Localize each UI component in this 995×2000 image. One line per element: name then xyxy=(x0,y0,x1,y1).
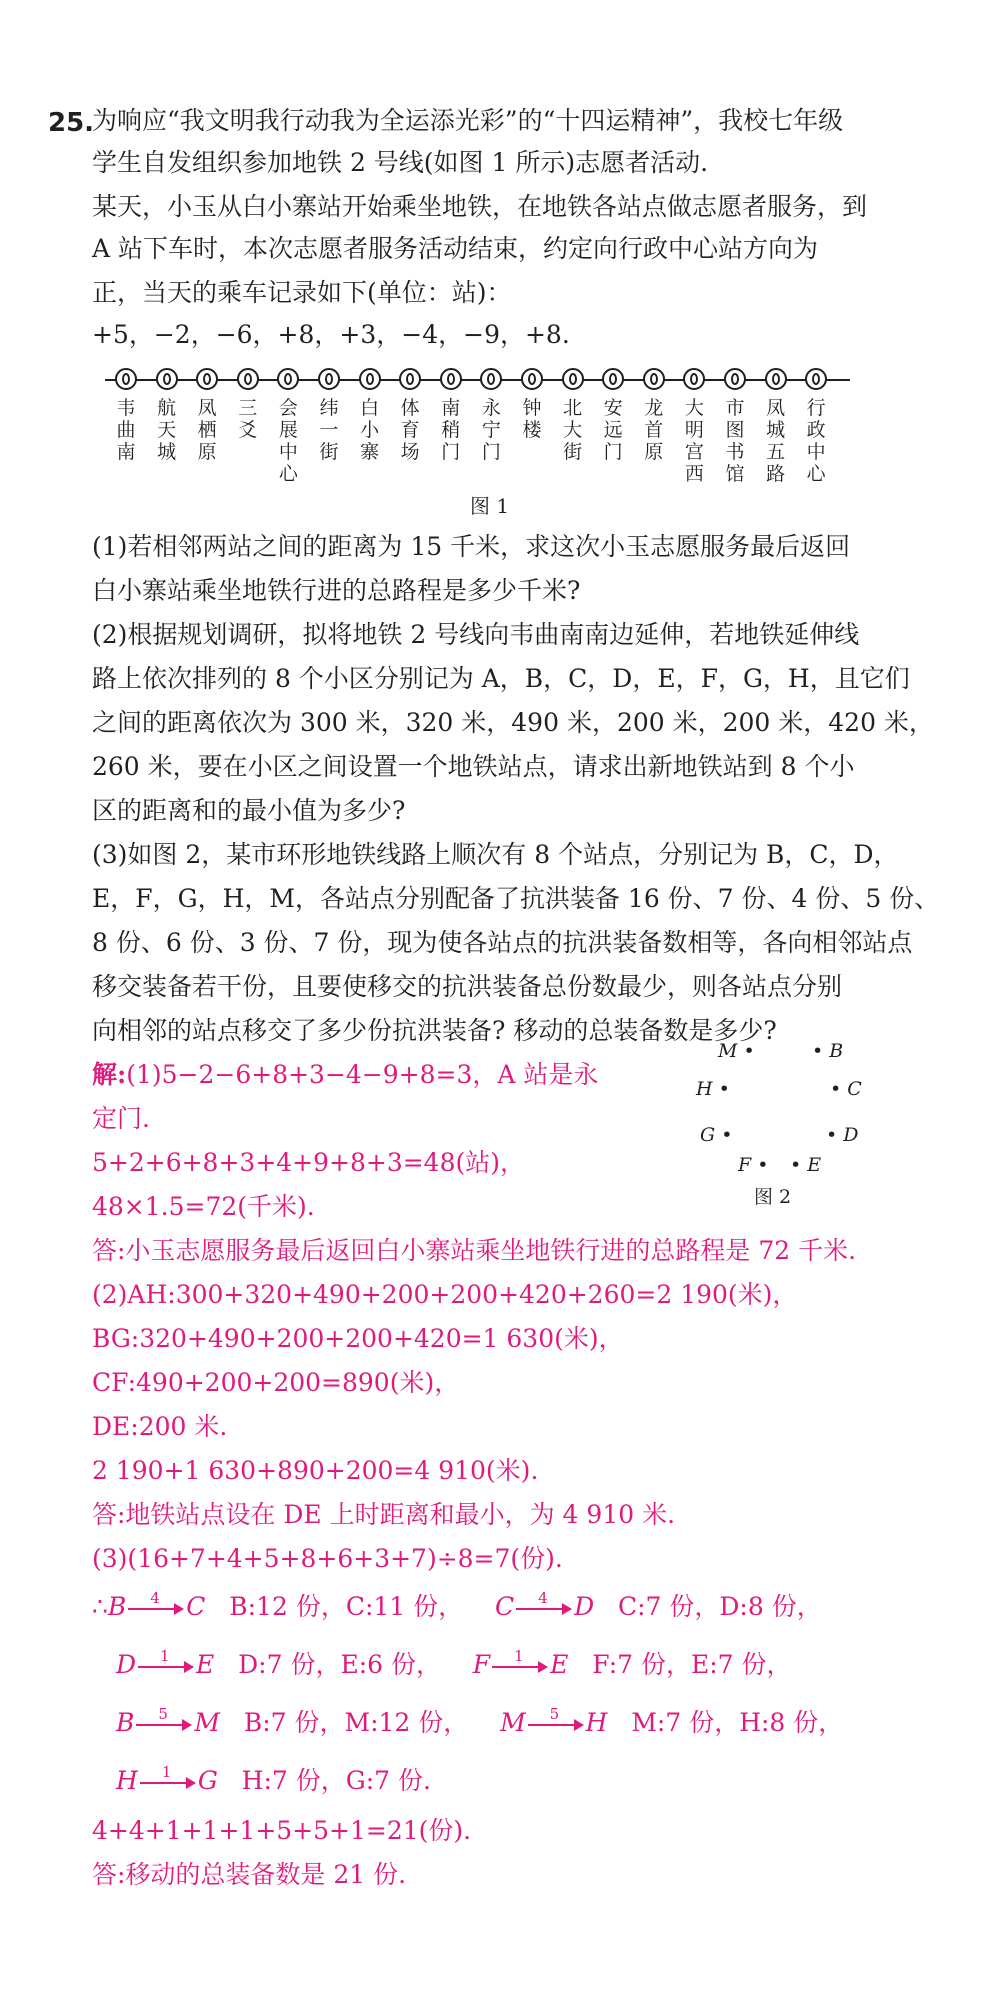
station-name: 会展中心 xyxy=(278,397,298,485)
station-dot xyxy=(440,368,462,390)
station-dot xyxy=(318,368,340,390)
answer-line-BG: BG:320+490+200+200+420=1 630(米)， xyxy=(92,1324,624,1353)
question-number: 25. xyxy=(48,108,95,138)
arrow-icon: 4 xyxy=(128,1599,184,1619)
part3-line-5: 向相邻的站点移交了多少份抗洪装备? 移动的总装备数是多少? xyxy=(92,1016,777,1045)
station-name: 北大街 xyxy=(563,397,583,463)
answer-line-average: (3)(16+7+4+5+8+6+3+7)÷8=7(份). xyxy=(92,1544,563,1573)
station-name: 市图书馆 xyxy=(725,397,745,485)
station-name: 凤城五路 xyxy=(766,397,786,485)
arrow-icon: 5 xyxy=(136,1715,192,1735)
answer-conclusion-2: 答:地铁站点设在 DE 上时距离和最小，为 4 910 米. xyxy=(92,1500,676,1529)
answer-conclusion-1: 答:小玉志愿服务最后返回白小寨站乘坐地铁行进的总路程是 72 千米. xyxy=(92,1236,857,1265)
station-name: 行政中心 xyxy=(806,397,826,485)
answer-line-CF: CF:490+200+200=890(米)， xyxy=(92,1368,460,1397)
part2-line-2: 路上依次排列的 8 个小区分别记为 A，B，C，D，E，F，G，H，且它们 xyxy=(92,664,910,693)
answer-total-line: 4+4+1+1+1+5+5+1=21(份). xyxy=(92,1816,472,1845)
station-name: 韦曲南 xyxy=(116,397,136,463)
point-M: M xyxy=(718,1040,738,1062)
part3-line-3: 8 份、6 份、3 份、7 份，现为使各站点的抗洪装备数相等，各向相邻站点 xyxy=(92,928,913,957)
station-dot xyxy=(196,368,218,390)
transfer-row-2: D 1 E D:7 份，E:6 份， F 1 E F:7 份，E:7 份， xyxy=(116,1646,792,1679)
station-dot xyxy=(805,368,827,390)
station-dot xyxy=(277,368,299,390)
station-name: 大明宫西 xyxy=(684,397,704,485)
station-name: 龙首原 xyxy=(644,397,664,463)
intro-line-5: 正，当天的乘车记录如下(单位：站)： xyxy=(92,278,512,307)
point-G: G xyxy=(700,1124,716,1146)
arrow-icon: 1 xyxy=(138,1657,194,1677)
point-B: B xyxy=(829,1040,844,1062)
arrow-icon: 4 xyxy=(516,1599,572,1619)
station-dot xyxy=(562,368,584,390)
part3-line-4: 移交装备若干份，且要使移交的抗洪装备总份数最少，则各站点分别 xyxy=(92,972,843,1001)
arrow-icon: 1 xyxy=(492,1657,548,1677)
station-dot xyxy=(521,368,543,390)
station-name: 体育场 xyxy=(400,397,420,463)
station-dot xyxy=(399,368,421,390)
part1-line-2: 白小寨站乘坐地铁行进的总路程是多少千米? xyxy=(92,576,581,605)
record-line: +5，−2，−6，+8，+3，−4，−9，+8. xyxy=(92,320,570,349)
answer-line-sum: 2 190+1 630+890+200=4 910(米). xyxy=(92,1456,539,1485)
part1-line-1: (1)若相邻两站之间的距离为 15 千米，求这次小玉志愿服务最后返回 xyxy=(92,532,851,561)
station-name: 纬一街 xyxy=(319,397,339,463)
intro-line-4: A 站下车时，本次志愿者服务活动结束，约定向行政中心站方向为 xyxy=(92,234,819,263)
part2-line-4: 260 米，要在小区之间设置一个地铁站点，请求出新地铁站到 8 个小 xyxy=(92,752,855,781)
station-name: 永宁门 xyxy=(481,397,501,463)
station-dot xyxy=(765,368,787,390)
station-name: 白小寨 xyxy=(360,397,380,463)
answer-line-4: 48×1.5=72(千米). xyxy=(92,1192,315,1221)
point-H: H xyxy=(696,1078,713,1100)
answer-line-AH: (2)AH:300+320+490+200+200+420+260=2 190(米)， xyxy=(92,1280,798,1309)
metro-line-figure xyxy=(105,368,850,392)
station-dot xyxy=(156,368,178,390)
station-name: 安远门 xyxy=(603,397,623,463)
figure2-ring: M • • B H • • C G • • D F • • E 图 2 xyxy=(696,1040,862,1208)
arrow-icon: 1 xyxy=(140,1773,196,1793)
transfer-row-4: H 1 G H:7 份，G:7 份. xyxy=(116,1762,431,1795)
station-dot xyxy=(359,368,381,390)
station-dot xyxy=(643,368,665,390)
transfer-row-3: B 5 M B:7 份，M:12 份， M 5 H M:7 份，H:8 份， xyxy=(116,1704,844,1737)
intro-line-3: 某天，小玉从白小寨站开始乘坐地铁，在地铁各站点做志愿者服务，到 xyxy=(92,192,868,221)
answer-final: 答:移动的总装备数是 21 份. xyxy=(92,1860,407,1889)
station-dot xyxy=(480,368,502,390)
part2-line-3: 之间的距离依次为 300 米，320 米，490 米，200 米，200 米，420 米， xyxy=(92,708,934,737)
point-F: F xyxy=(738,1154,752,1176)
answer-line-3: 5+2+6+8+3+4+9+8+3=48(站)， xyxy=(92,1148,525,1177)
point-E: E xyxy=(807,1154,822,1176)
transfer-row-1: ∴B 4 C B:12 份，C:11 份， C 4 D C:7 份，D:8 份， xyxy=(92,1588,822,1621)
station-dot xyxy=(724,368,746,390)
station-dot xyxy=(683,368,705,390)
part3-line-1: (3)如图 2，某市环形地铁线路上顺次有 8 个站点，分别记为 B，C，D， xyxy=(92,840,899,869)
station-name: 南稍门 xyxy=(441,397,461,463)
station-name: 凤栖原 xyxy=(197,397,217,463)
answer-line-1: 解:(1)5−2−6+8+3−4−9+8=3，A 站是永 xyxy=(92,1060,599,1089)
part3-line-2: E，F，G，H，M，各站点分别配备了抗洪装备 16 份、7 份、4 份、5 份、 xyxy=(92,884,940,913)
point-D: D xyxy=(843,1124,859,1146)
station-name: 三爻 xyxy=(238,397,258,441)
intro-line-2: 学生自发组织参加地铁 2 号线(如图 1 所示)志愿者活动. xyxy=(92,148,709,177)
station-dot xyxy=(602,368,624,390)
station-dot xyxy=(115,368,137,390)
station-name: 钟楼 xyxy=(522,397,542,441)
station-name: 航天城 xyxy=(157,397,177,463)
figure2-caption: 图 2 xyxy=(754,1186,792,1208)
answer-line-DE: DE:200 米. xyxy=(92,1412,228,1441)
part2-line-1: (2)根据规划调研，拟将地铁 2 号线向韦曲南南边延伸，若地铁延伸线 xyxy=(92,620,860,649)
intro-line-1: 为响应“我文明我行动我为全运添光彩”的“十四运精神”，我校七年级 xyxy=(92,106,844,135)
station-dot xyxy=(237,368,259,390)
answer-line-2: 定门. xyxy=(92,1104,150,1133)
arrow-icon: 5 xyxy=(528,1715,584,1735)
figure1-caption: 图 1 xyxy=(470,494,510,518)
answer-label: 解: xyxy=(92,1060,127,1089)
point-C: C xyxy=(847,1078,862,1100)
part2-line-5: 区的距离和的最小值为多少? xyxy=(92,796,406,825)
